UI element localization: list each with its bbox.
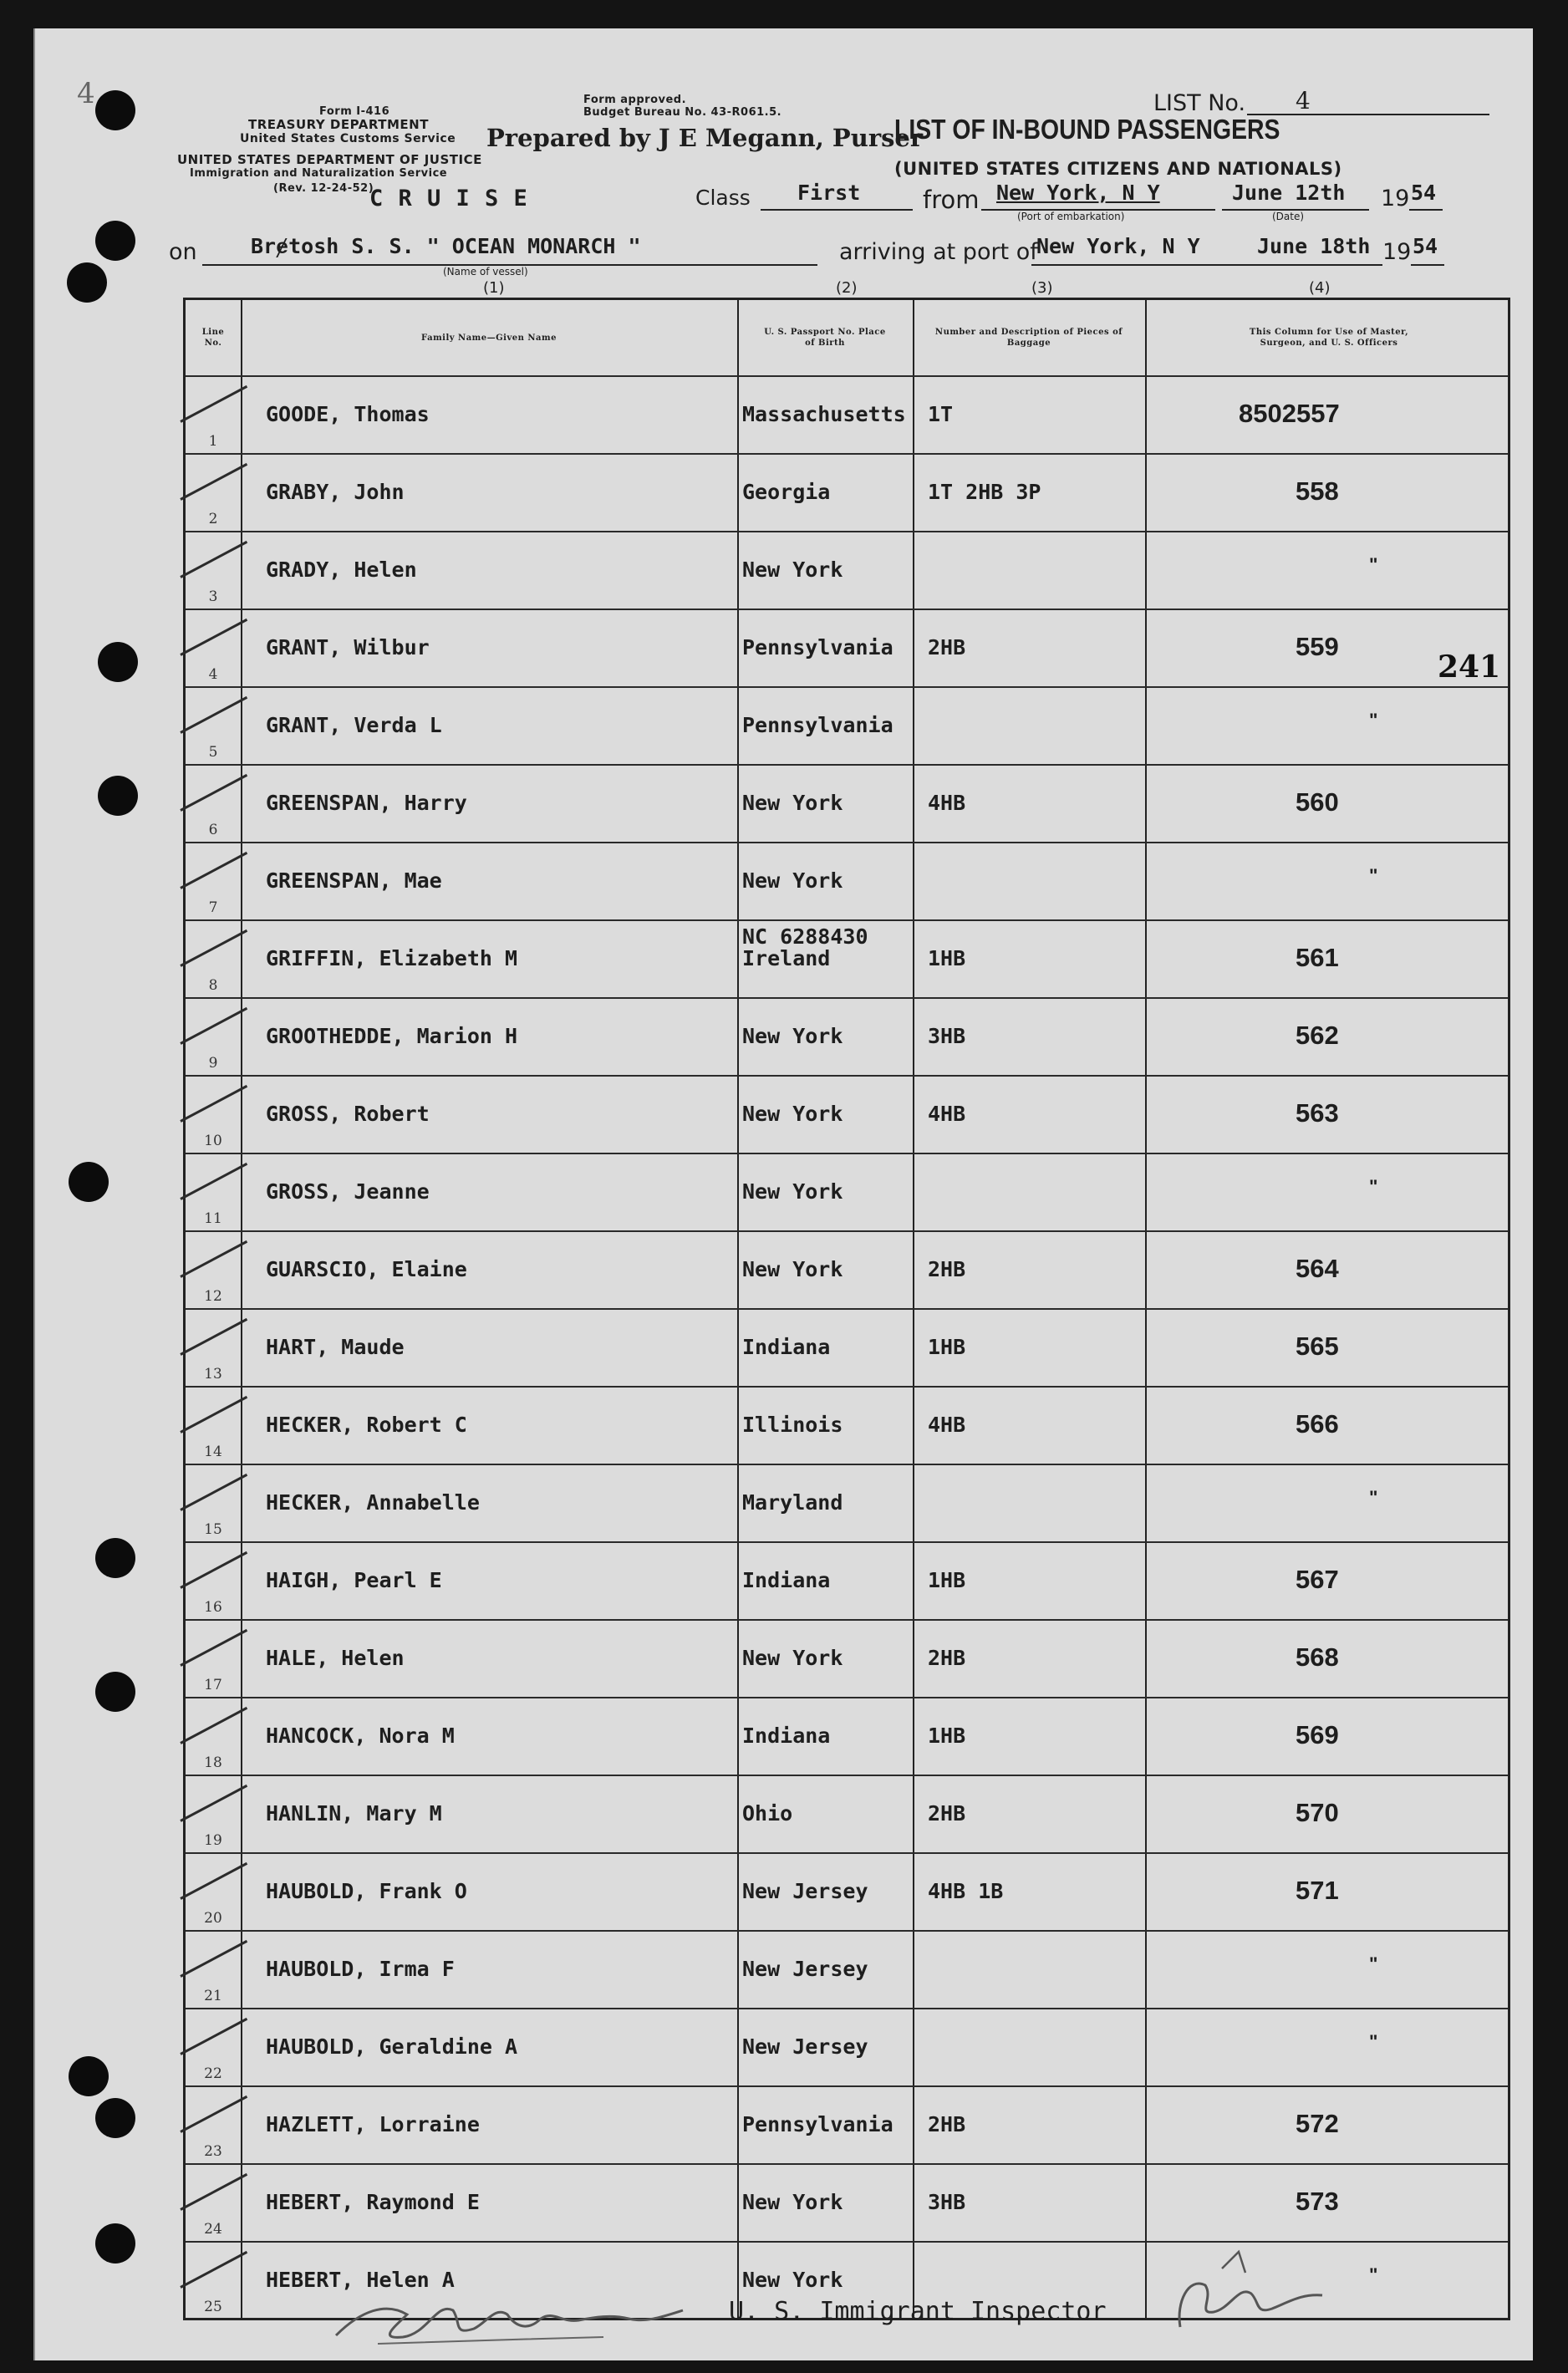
arrival-port: New York, N Y	[1036, 234, 1200, 258]
place-of-birth: Pennsylvania	[742, 635, 893, 659]
arriving-label: arriving at port of	[839, 239, 1038, 265]
punch-hole	[95, 1672, 135, 1712]
officer-number: "	[1369, 2031, 1378, 2052]
line-number: 8	[208, 977, 218, 994]
line-number: 4	[208, 666, 218, 683]
baggage: 4HB	[928, 791, 966, 815]
header-officers-text: This Column for Use of Master, Surgeon, and U. S. Officers	[1249, 328, 1409, 348]
line-number: 20	[204, 1910, 222, 1927]
from-label: from	[923, 186, 980, 214]
punch-hole	[98, 642, 138, 682]
baggage: 1HB	[928, 1568, 966, 1592]
check-mark	[180, 1474, 247, 1511]
check-mark	[180, 2018, 247, 2055]
place-of-birth: Illinois	[742, 1413, 843, 1437]
place-of-birth: New York	[742, 868, 843, 893]
class-label: Class	[695, 186, 751, 210]
margin-note: 241	[1438, 649, 1501, 685]
check-mark	[180, 1707, 247, 1744]
baggage: 2HB	[928, 2112, 966, 2136]
list-no-underline	[1247, 114, 1489, 115]
punch-hole	[95, 2223, 135, 2264]
officer-number: 573	[1296, 2187, 1339, 2216]
passenger-name: GROSS, Robert	[266, 1102, 430, 1126]
place-of-birth: New York	[742, 1179, 843, 1204]
table-row	[186, 1930, 1508, 2009]
punch-hole	[98, 776, 138, 816]
header-line-no-text: Line No.	[201, 328, 225, 348]
arrival-port-underline	[1031, 264, 1382, 266]
check-mark	[180, 1785, 247, 1822]
header-baggage	[913, 300, 1145, 375]
passenger-name: GRANT, Wilbur	[266, 635, 430, 659]
table-row	[186, 1464, 1508, 1543]
place-of-birth: New York	[742, 791, 843, 815]
place-of-birth: Ireland	[742, 946, 831, 970]
line-number: 6	[208, 822, 218, 838]
arrival-year-underline	[1411, 264, 1444, 266]
check-mark	[180, 774, 247, 812]
line-number: 11	[204, 1210, 222, 1227]
check-mark	[180, 1240, 247, 1278]
baggage: 4HB	[928, 1413, 966, 1437]
check-mark	[180, 1551, 247, 1589]
check-mark	[180, 696, 247, 734]
header-passport-text: U. S. Passport No. Place of Birth	[764, 328, 886, 348]
table-row	[186, 531, 1508, 610]
officer-number: "	[1369, 554, 1378, 575]
manifest-sheet	[33, 28, 1533, 2360]
baggage: 2HB	[928, 635, 966, 659]
passenger-name: GUARSCIO, Elaine	[266, 1257, 467, 1281]
place-of-birth: Indiana	[742, 1568, 831, 1592]
baggage: 2HB	[928, 1801, 966, 1826]
passenger-name: GROOTHEDDE, Marion H	[266, 1024, 518, 1048]
check-mark	[180, 1085, 247, 1123]
table-row	[186, 1153, 1508, 1232]
document-subtitle: (UNITED STATES CITIZENS AND NATIONALS)	[894, 159, 1342, 179]
table-row	[186, 2163, 1508, 2243]
cruise-stamp: C R U I S E	[369, 186, 528, 211]
officer-number: 568	[1296, 1642, 1339, 1672]
table-row	[186, 1308, 1508, 1388]
header-officers	[1145, 300, 1513, 375]
justice-dept: UNITED STATES DEPARTMENT OF JUSTICE	[177, 152, 482, 167]
place-of-birth: Indiana	[742, 1335, 831, 1359]
check-mark	[180, 541, 247, 578]
place-of-birth: Ohio	[742, 1801, 793, 1826]
table-row	[186, 842, 1508, 921]
table-row	[186, 997, 1508, 1077]
check-mark	[180, 1629, 247, 1667]
officer-number: "	[1369, 2264, 1378, 2285]
place-of-birth: New York	[742, 1102, 843, 1126]
baggage: 1HB	[928, 1724, 966, 1748]
depart-year-underline	[1409, 209, 1443, 211]
check-mark	[180, 929, 247, 967]
check-mark	[180, 1007, 247, 1045]
punch-hole	[95, 2098, 135, 2138]
passenger-name: GREENSPAN, Harry	[266, 791, 467, 815]
list-no-label: LIST No.	[1153, 90, 1246, 116]
check-mark	[180, 1396, 247, 1433]
place-of-birth: Massachusetts	[742, 402, 906, 426]
inspector-label: U. S. Immigrant Inspector	[729, 2297, 1107, 2326]
officer-number: 561	[1296, 943, 1339, 972]
officer-number: 565	[1296, 1332, 1339, 1361]
place-of-birth: New York	[742, 2268, 843, 2292]
passenger-name: HANCOCK, Nora M	[266, 1724, 455, 1748]
list-no-value: 4	[1296, 87, 1311, 115]
embark-caption: (Port of embarkation)	[1017, 211, 1125, 222]
punch-hole	[69, 2056, 109, 2096]
col-index-4: (4)	[1309, 279, 1331, 297]
officer-number: 566	[1296, 1409, 1339, 1439]
passenger-name: HAIGH, Pearl E	[266, 1568, 442, 1592]
check-mark	[180, 1163, 247, 1200]
passenger-name: GRABY, John	[266, 480, 405, 504]
line-number: 19	[204, 1832, 222, 1849]
vessel-caption: (Name of vessel)	[443, 266, 528, 278]
line-number: 15	[204, 1521, 222, 1538]
date-caption: (Date)	[1272, 211, 1305, 222]
arrival-year: 54	[1413, 234, 1438, 258]
prepared-by: Prepared by J E Megann, Purser	[486, 124, 924, 152]
place-of-birth: Indiana	[742, 1724, 831, 1748]
table-row	[186, 764, 1508, 843]
officer-number: "	[1369, 1176, 1378, 1197]
officer-number: 558	[1296, 476, 1339, 506]
check-mark	[180, 2251, 247, 2289]
officer-number: "	[1369, 1487, 1378, 1508]
passenger-name: GREENSPAN, Mae	[266, 868, 442, 893]
header-baggage-text: Number and Description of Pieces of Baggage	[934, 328, 1123, 348]
line-number: 24	[204, 2221, 222, 2238]
place-of-birth: New Jersey	[742, 2034, 868, 2059]
baggage: 2HB	[928, 1257, 966, 1281]
place-of-birth: Pennsylvania	[742, 2112, 893, 2136]
passenger-name: HAUBOLD, Geraldine A	[266, 2034, 518, 2059]
header-name	[241, 300, 737, 375]
table-row	[186, 1075, 1508, 1154]
place-of-birth: Maryland	[742, 1490, 843, 1515]
officer-number: 569	[1296, 1720, 1339, 1749]
table-row	[186, 2008, 1508, 2087]
depart-date: June 12th	[1232, 181, 1346, 205]
header-passport	[737, 300, 913, 375]
table-row	[186, 1386, 1508, 1465]
passenger-name: HECKER, Annabelle	[266, 1490, 480, 1515]
passenger-name: HALE, Helen	[266, 1646, 405, 1670]
baggage: 1T	[928, 402, 954, 426]
baggage: 1HB	[928, 1335, 966, 1359]
officer-number: 559	[1296, 632, 1339, 661]
header-name-text: Family Name—Given Name	[421, 333, 557, 343]
passenger-name: GRANT, Verda L	[266, 713, 442, 737]
baggage: 4HB 1B	[928, 1879, 1004, 1903]
inspector-signature-right	[1147, 2235, 1364, 2335]
line-number: 7	[208, 899, 218, 916]
punch-hole	[95, 221, 135, 261]
table-row	[186, 375, 1508, 455]
class-value: First	[797, 181, 861, 205]
officer-number: 567	[1296, 1565, 1339, 1594]
officer-number: 8502557	[1239, 399, 1340, 428]
officer-number: 571	[1296, 1876, 1339, 1905]
punch-hole	[95, 90, 135, 130]
punch-hole	[95, 1538, 135, 1578]
passenger-name: HECKER, Robert C	[266, 1413, 467, 1437]
baggage: 3HB	[928, 2190, 966, 2214]
check-mark	[180, 2173, 247, 2211]
passenger-name: HAUBOLD, Frank O	[266, 1879, 467, 1903]
officer-number: "	[1369, 1953, 1378, 1974]
line-number: 2	[208, 511, 218, 527]
place-of-birth: New York	[742, 1257, 843, 1281]
on-label: on	[169, 239, 197, 265]
check-mark	[180, 2095, 247, 2133]
class-underline	[761, 209, 913, 211]
line-number: 5	[208, 744, 218, 761]
table-row	[186, 1541, 1508, 1621]
table-row	[186, 686, 1508, 766]
place-of-birth: New Jersey	[742, 1957, 868, 1981]
officer-number: 560	[1296, 787, 1339, 817]
place-of-birth: New York	[742, 2190, 843, 2214]
officer-number: "	[1369, 710, 1378, 731]
baggage: 3HB	[928, 1024, 966, 1048]
passenger-name: GROSS, Jeanne	[266, 1179, 430, 1204]
line-number: 16	[204, 1599, 222, 1616]
passenger-name: HEBERT, Raymond E	[266, 2190, 480, 2214]
col-index-1: (1)	[483, 279, 505, 297]
check-mark	[180, 463, 247, 501]
inspector-signature-left	[328, 2277, 695, 2352]
check-mark	[180, 1862, 247, 1900]
table-row	[186, 453, 1508, 532]
form-approved: Form approved.	[583, 94, 687, 106]
treasury-dept: TREASURY DEPARTMENT	[248, 117, 429, 132]
check-mark	[180, 852, 247, 889]
passenger-name: GOODE, Thomas	[266, 402, 430, 426]
vessel-name: Brɇtosh S. S. " OCEAN MONARCH "	[251, 234, 641, 258]
table-row	[186, 1852, 1508, 1932]
table-row	[186, 609, 1508, 688]
line-number: 3	[208, 588, 218, 605]
line-number: 12	[204, 1288, 222, 1305]
baggage: 1HB	[928, 946, 966, 970]
arrival-date: June 18th	[1257, 234, 1371, 258]
line-number: 18	[204, 1754, 222, 1771]
line-number: 9	[208, 1055, 218, 1072]
officer-number: 562	[1296, 1021, 1339, 1050]
punch-hole	[69, 1162, 109, 1202]
table-row	[186, 2085, 1508, 2165]
check-mark	[180, 1318, 247, 1356]
table-row	[186, 1230, 1508, 1310]
officer-number: 564	[1296, 1254, 1339, 1283]
customs-service: United States Customs Service	[240, 132, 456, 145]
corner-pencil-mark: 4	[77, 77, 95, 110]
passenger-name: HAZLETT, Lorraine	[266, 2112, 480, 2136]
budget-bureau: Budget Bureau No. 43-R061.5.	[583, 106, 782, 119]
line-number: 10	[204, 1133, 222, 1149]
line-number: 1	[208, 433, 218, 450]
line-number: 13	[204, 1366, 222, 1383]
immigration-service: Immigration and Naturalization Service	[190, 167, 448, 180]
passenger-name: GRADY, Helen	[266, 558, 417, 582]
passenger-name: HAUBOLD, Irma F	[266, 1957, 455, 1981]
line-number: 22	[204, 2065, 222, 2082]
baggage: 1T 2HB 3P	[928, 480, 1041, 504]
place-of-birth: New York	[742, 1646, 843, 1670]
table-row	[186, 1697, 1508, 1776]
arrival-year-prefix: 19	[1382, 239, 1412, 265]
check-mark	[180, 385, 247, 423]
table-row	[186, 919, 1508, 999]
col-index-2: (2)	[836, 279, 858, 297]
place-of-birth: New York	[742, 558, 843, 582]
depart-year: 54	[1411, 181, 1437, 205]
check-mark	[180, 1940, 247, 1978]
line-number: 23	[204, 2143, 222, 2160]
passenger-name: GRIFFIN, Elizabeth M	[266, 946, 518, 970]
check-mark	[180, 619, 247, 656]
line-number: 17	[204, 1677, 222, 1693]
table-row	[186, 1775, 1508, 1854]
officer-number: 563	[1296, 1098, 1339, 1128]
place-of-birth: Georgia	[742, 480, 831, 504]
officer-number: "	[1369, 865, 1378, 886]
baggage: 2HB	[928, 1646, 966, 1670]
place-of-birth: New Jersey	[742, 1879, 868, 1903]
passenger-table	[183, 298, 1510, 2320]
document-title: LIST OF IN-BOUND PASSENGERS	[894, 114, 1280, 145]
col-index-3: (3)	[1031, 279, 1053, 297]
line-number: 14	[204, 1444, 222, 1460]
place-of-birth: New York	[742, 1024, 843, 1048]
officer-number: 570	[1296, 1798, 1339, 1827]
form-number: Form I-416	[319, 105, 390, 118]
line-number: 25	[204, 2299, 222, 2315]
line-number: 21	[204, 1988, 222, 2004]
passenger-name: HANLIN, Mary M	[266, 1801, 442, 1826]
punch-hole	[67, 262, 107, 303]
baggage: 4HB	[928, 1102, 966, 1126]
header-line-no	[186, 300, 241, 375]
passenger-name: HART, Maude	[266, 1335, 405, 1359]
officer-number: 572	[1296, 2109, 1339, 2138]
table-row	[186, 1619, 1508, 1698]
embark-port: New York, N Y	[996, 181, 1160, 205]
passport-number: NC 6288430	[742, 924, 868, 949]
form-revision: (Rev. 12-24-52)	[273, 182, 374, 195]
place-of-birth: Pennsylvania	[742, 713, 893, 737]
passenger-name: HEBERT, Helen A	[266, 2268, 455, 2292]
depart-year-prefix: 19	[1381, 186, 1410, 211]
